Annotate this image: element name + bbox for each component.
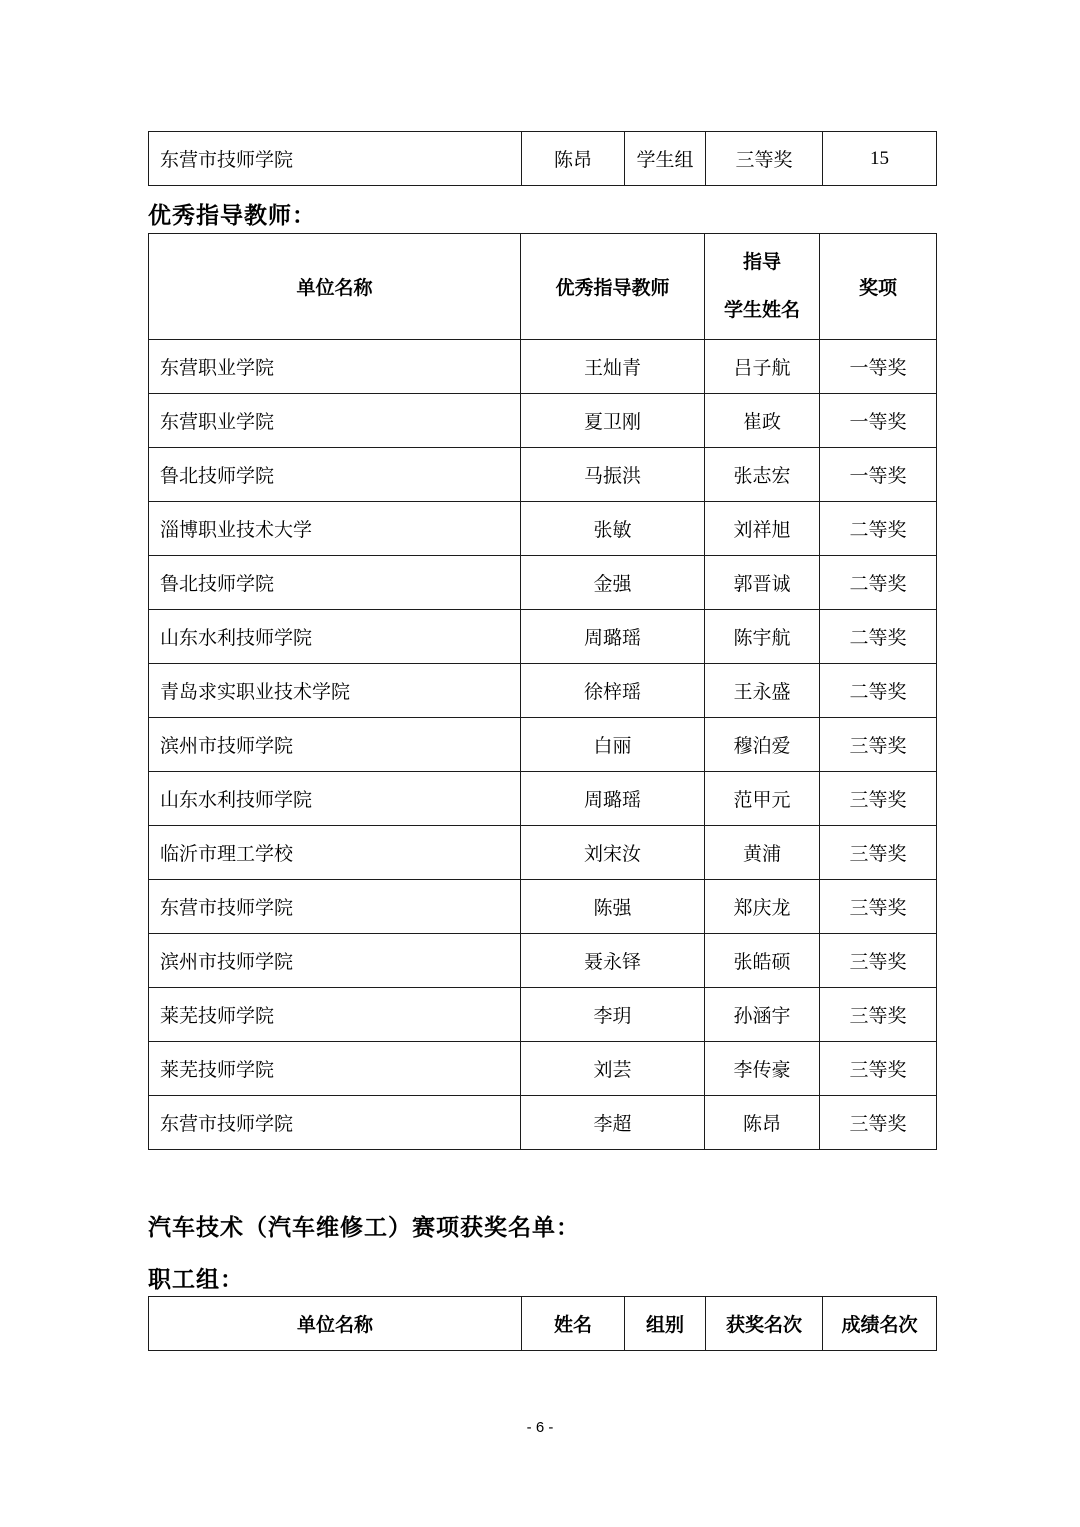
guided-student-header-line2: 学生姓名 xyxy=(723,299,800,321)
person-name-header: 姓名 xyxy=(522,1297,625,1351)
unit-name-cell: 滨州市技师学院 xyxy=(149,934,521,988)
unit-name-cell: 东营市技师学院 xyxy=(149,132,522,186)
unit-name-cell: 山东水利技师学院 xyxy=(149,772,521,826)
table-row xyxy=(149,664,937,718)
unit-name-cell: 东营市技师学院 xyxy=(149,880,521,934)
guided-student-header-line1: 指导 xyxy=(742,251,781,273)
teachers-section-heading: 优秀指导教师： xyxy=(148,202,316,228)
score-rank-header: 成绩名次 xyxy=(823,1297,937,1351)
unit-name-cell: 莱芜技师学院 xyxy=(149,988,521,1042)
worker-table-header xyxy=(149,1297,937,1351)
student-awards-rows xyxy=(149,132,937,186)
teacher-name-cell: 徐梓瑶 xyxy=(521,664,705,718)
award-cell: 二等奖 xyxy=(820,556,937,610)
award-cell: 三等奖 xyxy=(820,718,937,772)
teacher-name-cell: 王灿青 xyxy=(521,340,705,394)
table-row xyxy=(149,502,937,556)
unit-name-cell: 东营职业学院 xyxy=(149,340,521,394)
table-row xyxy=(149,718,937,772)
table-row xyxy=(149,394,937,448)
table-row xyxy=(149,880,937,934)
unit-name-header: 单位名称 xyxy=(149,234,521,340)
teacher-name-cell: 金强 xyxy=(521,556,705,610)
award-cell: 三等奖 xyxy=(820,772,937,826)
unit-name-cell: 滨州市技师学院 xyxy=(149,718,521,772)
teacher-name-cell: 李玥 xyxy=(521,988,705,1042)
award-cell: 三等奖 xyxy=(820,1042,937,1096)
student-name-cell: 张皓硕 xyxy=(705,934,820,988)
worker-awards-table xyxy=(148,1296,937,1351)
unit-name-cell: 东营职业学院 xyxy=(149,394,521,448)
teacher-name-cell: 张敏 xyxy=(521,502,705,556)
worker-group-heading: 职工组： xyxy=(148,1266,244,1292)
student-name-cell: 黄浦 xyxy=(705,826,820,880)
teacher-name-cell: 刘宋汝 xyxy=(521,826,705,880)
award-cell: 二等奖 xyxy=(820,664,937,718)
student-name-cell: 郑庆龙 xyxy=(705,880,820,934)
student-name-cell: 李传豪 xyxy=(705,1042,820,1096)
unit-name-cell: 淄博职业技术大学 xyxy=(149,502,521,556)
award-cell: 三等奖 xyxy=(820,1096,937,1150)
award-cell: 三等奖 xyxy=(820,880,937,934)
teacher-name-cell: 白丽 xyxy=(521,718,705,772)
teacher-name-cell: 周璐瑶 xyxy=(521,610,705,664)
award-cell: 三等奖 xyxy=(706,132,823,186)
table-row xyxy=(149,1042,937,1096)
student-name-cell: 穆泊爱 xyxy=(705,718,820,772)
person-name-cell: 陈昂 xyxy=(522,132,625,186)
student-name-cell: 范甲元 xyxy=(705,772,820,826)
student-awards-table xyxy=(148,131,937,186)
header-row xyxy=(149,1297,937,1351)
teacher-name-cell: 周璐瑶 xyxy=(521,772,705,826)
page-number: - 6 - xyxy=(526,1419,554,1436)
table-row xyxy=(149,988,937,1042)
award-cell: 一等奖 xyxy=(820,394,937,448)
student-name-cell: 孙涵宇 xyxy=(705,988,820,1042)
award-cell: 一等奖 xyxy=(820,340,937,394)
student-name-cell: 郭晋诚 xyxy=(705,556,820,610)
student-name-cell: 陈宇航 xyxy=(705,610,820,664)
table-row xyxy=(149,772,937,826)
table-row xyxy=(149,448,937,502)
student-name-cell: 陈昂 xyxy=(705,1096,820,1150)
unit-name-cell: 临沂市理工学校 xyxy=(149,826,521,880)
student-name-cell: 吕子航 xyxy=(705,340,820,394)
teacher-name-cell: 陈强 xyxy=(521,880,705,934)
teacher-name-cell: 李超 xyxy=(521,1096,705,1150)
award-cell: 三等奖 xyxy=(820,826,937,880)
award-cell: 二等奖 xyxy=(820,610,937,664)
table-row xyxy=(149,132,937,186)
teacher-name-cell: 刘芸 xyxy=(521,1042,705,1096)
unit-name-cell: 莱芜技师学院 xyxy=(149,1042,521,1096)
teacher-name-cell: 聂永铎 xyxy=(521,934,705,988)
group-cell: 学生组 xyxy=(625,132,706,186)
award-header: 奖项 xyxy=(820,234,937,340)
auto-section-heading: 汽车技术（汽车维修工）赛项获奖名单： xyxy=(148,1214,580,1240)
teacher-awards-table xyxy=(148,233,937,1150)
teacher-name-cell: 夏卫刚 xyxy=(521,394,705,448)
unit-name-cell: 东营市技师学院 xyxy=(149,1096,521,1150)
teacher-name-header: 优秀指导教师 xyxy=(521,234,705,340)
table-row xyxy=(149,610,937,664)
group-header: 组别 xyxy=(625,1297,706,1351)
student-name-cell: 张志宏 xyxy=(705,448,820,502)
award-cell: 三等奖 xyxy=(820,988,937,1042)
table-row xyxy=(149,556,937,610)
award-cell: 一等奖 xyxy=(820,448,937,502)
teacher-table-header xyxy=(149,234,937,340)
table-row xyxy=(149,826,937,880)
student-name-cell: 刘祥旭 xyxy=(705,502,820,556)
header-row xyxy=(149,234,937,340)
award-cell: 二等奖 xyxy=(820,502,937,556)
unit-name-cell: 鲁北技师学院 xyxy=(149,448,521,502)
table-row xyxy=(149,934,937,988)
teacher-awards-rows xyxy=(149,340,937,1150)
guided-student-header xyxy=(705,234,820,340)
student-name-cell: 王永盛 xyxy=(705,664,820,718)
unit-name-cell: 山东水利技师学院 xyxy=(149,610,521,664)
student-name-cell: 崔政 xyxy=(705,394,820,448)
rank-cell: 15 xyxy=(823,132,937,186)
teacher-name-cell: 马振洪 xyxy=(521,448,705,502)
table-row xyxy=(149,340,937,394)
award-cell: 三等奖 xyxy=(820,934,937,988)
unit-name-cell: 青岛求实职业技术学院 xyxy=(149,664,521,718)
table-row xyxy=(149,1096,937,1150)
unit-name-cell: 鲁北技师学院 xyxy=(149,556,521,610)
unit-name-header: 单位名称 xyxy=(149,1297,522,1351)
award-rank-header: 获奖名次 xyxy=(706,1297,823,1351)
